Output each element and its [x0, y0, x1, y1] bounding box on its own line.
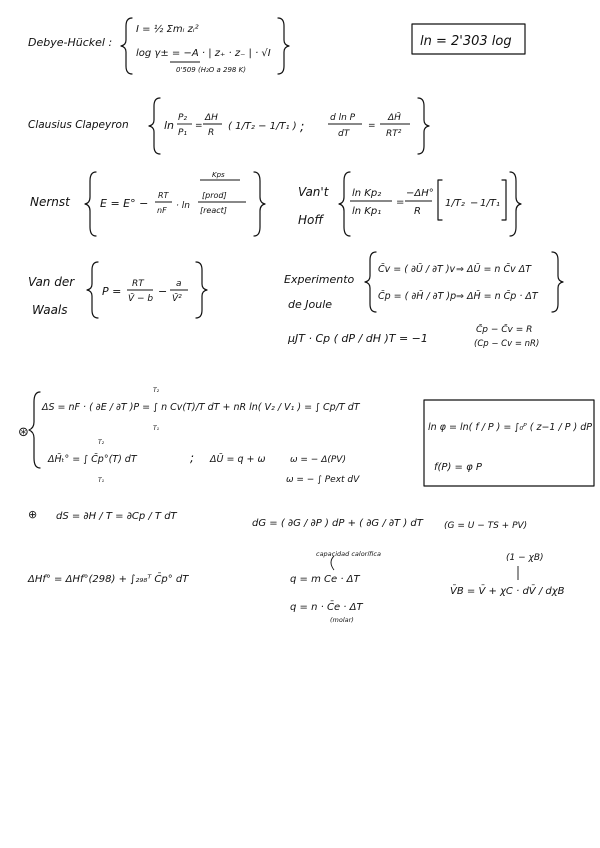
fugacity-box	[424, 400, 594, 486]
svg-text:=: =	[195, 121, 203, 131]
vanthoff-lnkp1: ln Kp₁	[352, 206, 382, 217]
vanthoff-title-1: Van't	[298, 185, 329, 199]
bottom-vb: V̄B = V̄ + χC · dV̄ / dχB	[450, 586, 565, 597]
vanthoff-t2: 1/T₂	[445, 198, 465, 209]
nernst-ln: · ln	[176, 201, 190, 211]
svg-text:=: =	[368, 121, 376, 131]
vdw-p: P =	[102, 285, 122, 298]
debye-title: Debye-Hückel :	[28, 36, 113, 49]
asterisk-mark-1: ⊛	[18, 425, 29, 440]
vdw-a: a	[176, 279, 182, 289]
clausius-brace-right	[418, 98, 429, 154]
clausius-brace	[149, 98, 160, 154]
entropy-semi: ;	[190, 451, 195, 465]
joule-brace	[365, 252, 376, 312]
entropy-ds: ΔS = nF · ( ∂E / ∂T )P = ∫ n Cv(T)/T dT + nR ln( V₂ / V₁ ) = ∫ Cp/T dT	[42, 402, 360, 413]
dg-eq: dG = ( ∂G / ∂P ) dP + ( ∂G / ∂T ) dT	[252, 518, 423, 529]
vanthoff-lnkp2: ln Kp₂	[352, 188, 382, 199]
joule-cpcv2: (Cp − Cv = nR)	[474, 339, 540, 349]
vdw-brace	[87, 262, 98, 318]
svg-text:T₁: T₁	[98, 477, 105, 484]
clausius-title: Clausius Clapeyron	[28, 119, 129, 131]
bottom-q1: q = m Ce · ΔT	[290, 574, 360, 585]
joule-brace-right	[552, 252, 563, 312]
bottom-q1-note: capacidad calorífica	[316, 550, 381, 558]
joule-cv-rhs: ⇒ ΔŪ = n C̄v ΔT	[456, 264, 532, 275]
entropy-dh: ΔH̄ₜ° = ∫ C̄p°(T) dT	[48, 454, 137, 465]
nernst-brace-right	[254, 172, 265, 236]
clausius-bracket: ( 1/T₂ − 1/T₁ )	[228, 121, 297, 132]
clausius-dt: dT	[338, 129, 350, 139]
debye-note: 0'509 (H₂O a 298 K)	[176, 66, 246, 74]
vanthoff-brace	[339, 172, 350, 236]
vdw-v2: V̄²	[172, 294, 182, 304]
clausius-dh: ΔH	[205, 113, 218, 123]
joule-cp-lhs: C̄p = ( ∂H̄ / ∂T )p	[378, 291, 457, 302]
vdw-brace-right	[196, 262, 207, 318]
nernst-react: [react]	[200, 206, 227, 215]
clausius-p2: P₂	[178, 113, 188, 123]
clausius-dlnp: d ln P	[330, 113, 356, 123]
nernst-prod: [prod]	[202, 191, 227, 200]
fugacity-eq2: f(P) = φ P	[434, 462, 482, 473]
vanthoff-title-2: Hoff	[298, 213, 324, 227]
joule-cpcv: C̄p − C̄v = R	[476, 325, 533, 335]
joule-cp-rhs: ⇒ ΔH̄ = n C̄p · ΔT	[456, 291, 538, 302]
clausius-dh2: ΔH̄	[388, 113, 401, 123]
nernst-rt: RT	[158, 191, 169, 200]
entropy-du: ΔŪ = q + ω	[210, 454, 266, 465]
vdw-vb: V̄ − b	[128, 294, 154, 304]
clausius-p1: P₁	[178, 128, 188, 138]
joule-title-2: de Joule	[288, 298, 333, 311]
entropy-w2: ω = − ∫ Pext dV	[286, 475, 360, 485]
clausius-rt2: RT²	[386, 129, 402, 139]
clausius-ln: ln	[164, 119, 175, 132]
joule-title-1: Experimento	[284, 273, 355, 286]
vanthoff-r: R	[414, 206, 421, 217]
nernst-brace	[85, 172, 96, 236]
bottom-q2: q = n · C̄e · ΔT	[290, 602, 363, 613]
debye-eq1: I = ½ Σmᵢ zᵢ²	[136, 24, 199, 35]
nernst-title: Nernst	[30, 195, 70, 209]
vdw-title-2: Waals	[32, 303, 68, 317]
asterisk-mark-2: ⊕	[28, 508, 38, 521]
ln-log-text: ln = 2'303 log	[420, 34, 512, 49]
clausius-r: R	[208, 128, 215, 138]
debye-eq2: log γ± = −A · | z₊ · z₋ | · √I	[136, 48, 271, 59]
vanthoff-brace-right	[510, 172, 521, 236]
dg-g: (G = U − TS + PV)	[444, 521, 528, 531]
joule-mu: μJT · Cp ( dP / dH )T = −1	[288, 332, 428, 345]
nernst-e: E = E° −	[100, 197, 149, 210]
vanthoff-t1: 1/T₁	[480, 198, 500, 209]
nernst-nf: nF	[157, 206, 167, 215]
entropy-brace	[29, 392, 40, 468]
bottom-dhf: ΔHf° = ΔHf°(298) + ∫₂₉₈ᵀ C̄p° dT	[28, 574, 189, 585]
svg-text:−: −	[470, 198, 479, 209]
vanthoff-dh: −ΔH°	[406, 188, 434, 199]
vdw-title-1: Van der	[28, 275, 75, 289]
nernst-kps: Kps	[212, 171, 225, 179]
svg-text:=: =	[396, 197, 405, 208]
debye-brace-right	[278, 18, 289, 74]
debye-brace	[121, 18, 132, 74]
fugacity-eq1: ln φ = ln( f / P ) = ∫₀ᴾ ( z−1 / P ) dP	[428, 422, 592, 433]
entropy-t2: T₂	[98, 439, 105, 446]
bottom-q2-note: (molar)	[330, 616, 354, 624]
entropy-w1: ω = − Δ(PV)	[290, 455, 346, 465]
entropy-t1: T₁	[153, 425, 160, 432]
ds-eq: dS = ∂H / T = ∂Cp / T dT	[56, 511, 177, 522]
bottom-vb-note: (1 − χB)	[506, 553, 544, 563]
vdw-rt: RT	[132, 279, 144, 289]
joule-cv-lhs: C̄v = ( ∂Ū / ∂T )v	[378, 264, 456, 275]
clausius-sep: ;	[300, 120, 305, 135]
svg-text:T₂: T₂	[153, 387, 160, 394]
vdw-minus: −	[158, 285, 168, 298]
